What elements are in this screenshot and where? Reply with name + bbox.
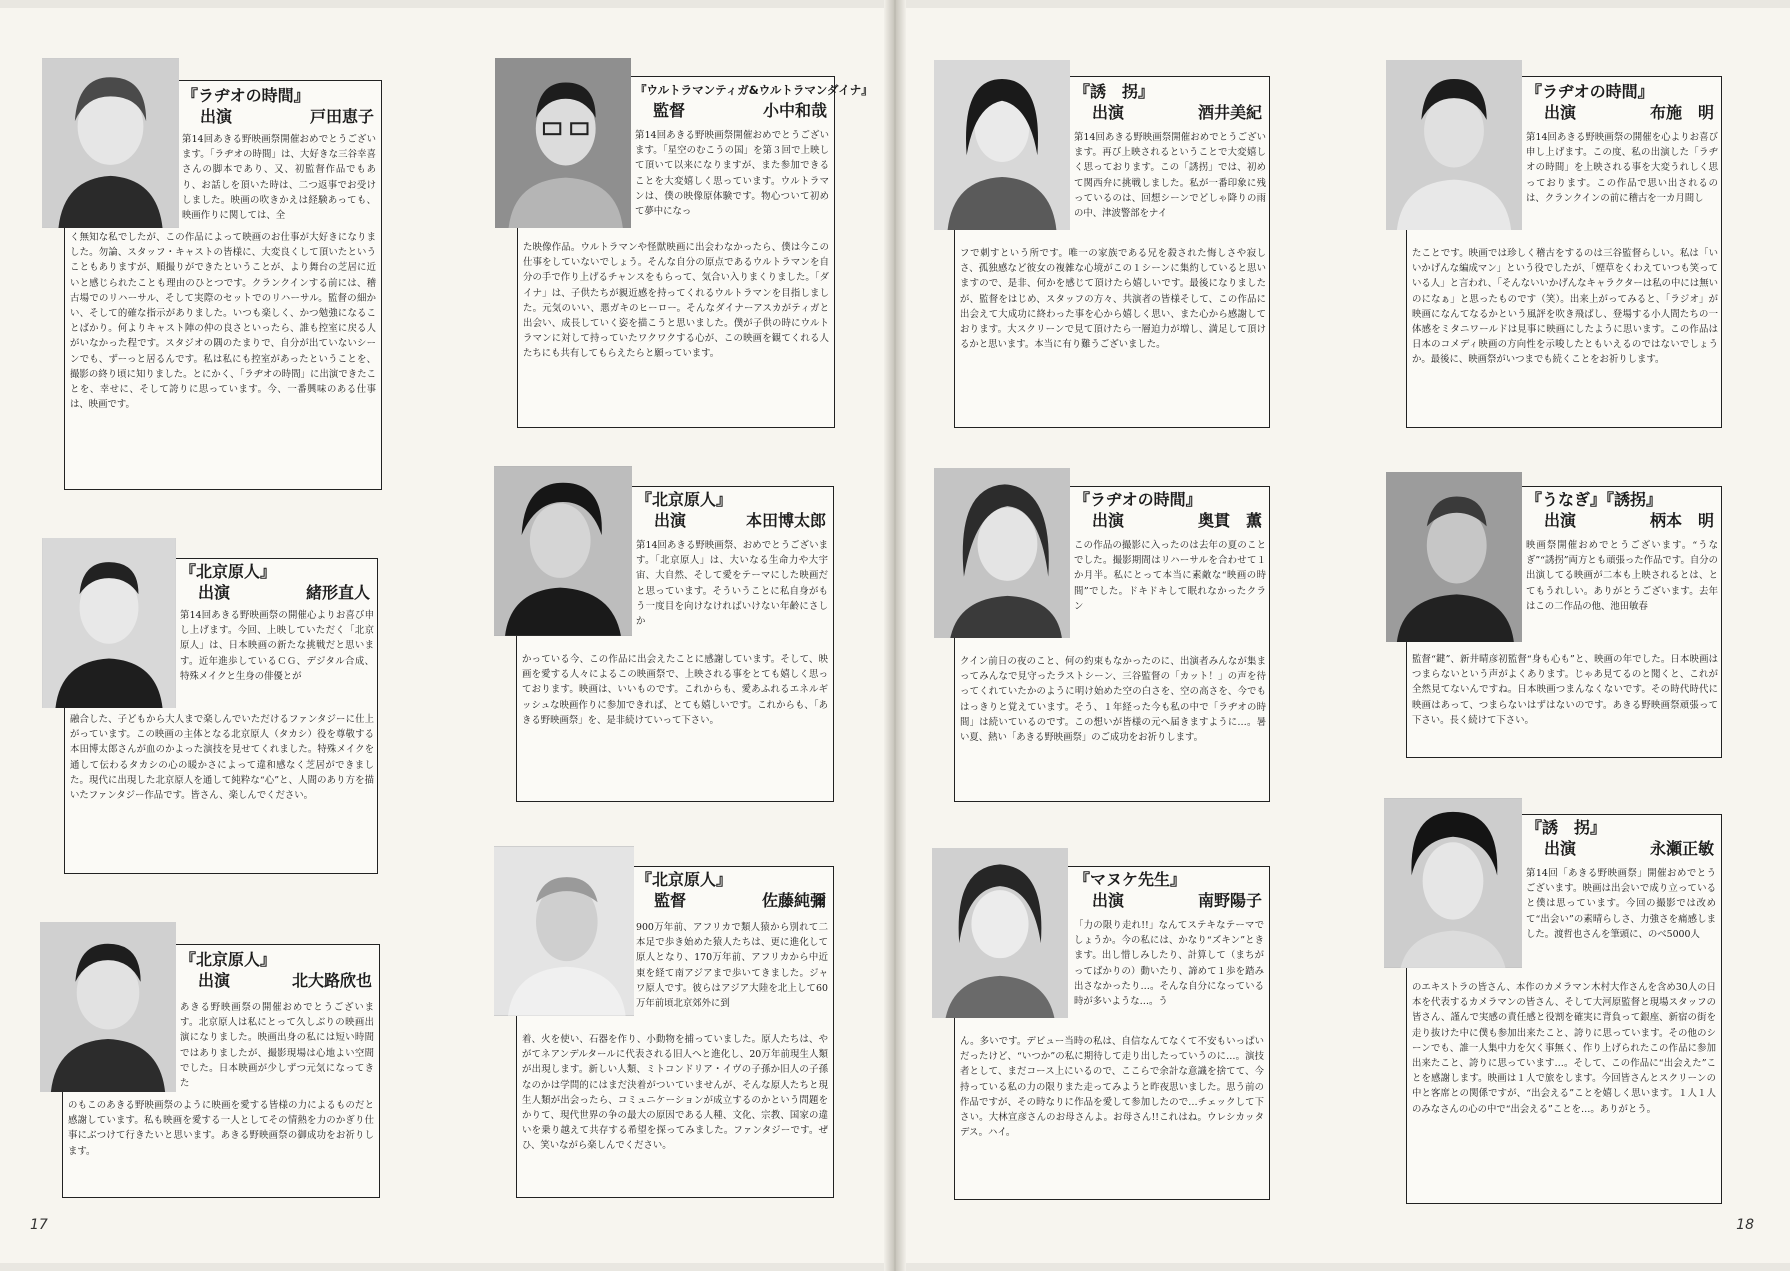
portrait-photo: [495, 58, 631, 228]
film-title: 『誘 拐』: [1526, 818, 1607, 837]
credit-role: 監督: [654, 891, 687, 910]
message-card-emoto: [1386, 472, 1722, 758]
message-card-nagase: [1384, 798, 1722, 1204]
message-text-bottom: ん。多いです。デビュー当時の私は、自信なんてなくて不安もいっぱいだったけど、“いつか”の私に期待して走り出したっていうのに…。演技者として、まだコース上にいるので、ここらで余計な意識を捨てて、今持っている私の力の限りまた走ってみようと昨夜思いました。思う前の作品ですが、その時なりに作品を愛して参加したので…チェックして下さい。大林宣彦さんのお母さんよ。お母さん!!これはね。ウレシカッタデス。ハイ。: [960, 1036, 1264, 1139]
message-text-top: 「力の限り走れ!!」なんてステキなテーマでしょうか。今の私には、かなり“ズキン”ときます。出し惜しみしたり、計算して（まちがってばかりの）動いたり、諦めて１歩を踏み出さなかったり…。そんな自分になっている時が多いような…。う: [1074, 920, 1264, 1008]
card-header: [180, 562, 376, 604]
credit-line: [1074, 890, 1268, 912]
message-card-sakai: [934, 60, 1270, 428]
credit-name: 柄本 明: [1649, 511, 1714, 530]
film-title: 『ラヂオの時間』: [1074, 490, 1202, 509]
portrait-photo: [40, 922, 176, 1092]
credit-name: 戸田恵子: [309, 107, 374, 126]
credit-role: 出演: [200, 107, 233, 126]
credit-name: 南野陽子: [1197, 891, 1262, 910]
film-title: 『ラヂオの時間』: [182, 86, 310, 105]
message-card-sato: [494, 846, 834, 1198]
credit-name: 緒形直人: [305, 583, 370, 602]
credit-role: 出演: [1092, 891, 1125, 910]
message-text-top: 映画祭開催おめでとうございます。“うなぎ”“誘拐”両方とも頑張った作品です。自分の出演してる映画が二本も上映されるとは、とてもうれしい。ありがとうございます。去年はこの二作品の他、池田敏春: [1526, 540, 1718, 612]
credit-line: [1526, 510, 1720, 532]
credit-line: [1526, 838, 1720, 860]
message-text-bottom: た映像作品。ウルトラマンや怪獣映画に出会わなかったら、僕は今この仕事をしていないでしょう。そんな自分の原点であるウルトラマンを自分の手で作り上げるチャンスをもらって、気合い入りまくりました。「ダイナ」は、子供たちが親近感を持ってくれるウルトラマンを目指しました。元気のいい、悪ガキのヒーロー。そんなダイナーアスカがティガと出会い、成長していく姿を描こうと思いました。僕が子供の時にウルトラマンに対して持っていたワクワクする心が、この映画を観てくれる人たちにも共有してもらえたらと願っています。: [523, 242, 829, 360]
card-header: [1526, 490, 1720, 532]
card-header: [180, 950, 378, 992]
message-text-bottom: く無知な私でしたが、この作品によって映画のお仕事が大好きになりました。勿論、スタッフ・キャストの皆様に、大変良くして頂いたということもありますが、順撮りができたということが、より舞台の芝居に近いと感じられたことも理由のひとつです。クランクインする前には、稽古場でのリハーサル、そして実際のセットでのリハーサル。監督の細かい、そして的確な指示がありました。いつも楽しく、かつ勉強になることばかり。何よりキャスト陣の仲の良さといったら、誰も控室に戻る人がいなかった程です。スタジオの隅のたまりで、自分が出ていないシーンでも、ずーっと居るんです。私は私にも控室があったということを、撮影の終り頃に知りました。とにかく、「ラヂオの時間」に出演できたことを、幸せに、そして誇りに思っています。今、一番興味のある仕事は、映画です。: [70, 232, 376, 411]
credit-role: 出演: [1544, 839, 1577, 858]
message-text-bottom: 着、火を使い、石器を作り、小動物を捕っていました。原人たちは、やがてネアンデルタールに代表される旧人へと進化し、20万年前現生人類が出現します。新しい人類、ミトコンドリア・イヴの子孫か旧人の子孫なのかは学問的にはまだ決着がついていませんが、そんな原人たちと現生人類が出会ったら、コミュニケーションが成立するのかという問題をかりて、現代世界の争の最大の原因である人種、文化、宗教、国家の違いを乗り越えて共存する希望を探ってみました。ファンタジーです。ぜひ、笑いながら楽しんでください。: [522, 1034, 828, 1152]
message-card-ogata: [42, 538, 378, 874]
message-text-top: 第14回あきる野映画祭開催おめでとうございます。「星空のむこうの国」を第３回で上映して頂いて以来になりますが、また参加できることを大変嬉しく思っています。ウルトラマンは、僕の映像原体験です。物心ついて初めて夢中になっ: [635, 130, 829, 218]
credit-line: [182, 106, 380, 128]
portrait-photo: [494, 846, 634, 1016]
message-text-top: あきる野映画祭の開催おめでとうございます。北京原人は私にとって久しぶりの映画出演になりました。映画出身の私には短い時間ではありましたが、撮影現場は心地よい空間でした。日本映画が少しずつ元気になってきた: [180, 1002, 374, 1090]
portrait-photo: [42, 58, 179, 228]
message-card-kitaoji: [40, 922, 380, 1198]
message-text-top: 第14回あきる野映画祭開催おめでとうございます。再び上映されるということで大変嬉しく思っております。この「誘拐」では、初めて関西弁に挑戦しました。私が一番印象に残っているのは、回想シーンでどしゃ降りの雨の中、津波警部をナイ: [1074, 132, 1266, 220]
credit-role: 出演: [1544, 103, 1577, 122]
credit-line: [180, 970, 378, 992]
credit-name: 永瀬正敏: [1649, 839, 1714, 858]
credit-name: 北大路欣也: [291, 971, 372, 990]
message-text-top: 第14回あきる野映画祭、おめでとうございます。「北京原人」は、大いなる生命力や大宇宙、大自然、そして愛をテーマにした映画だと思っています。そういうことに私自身がもう一度目を向けなければいけない年齢にさしか: [636, 540, 828, 628]
message-text-bottom: のエキストラの皆さん、本作のカメラマン木村大作さんを含め30人の日本を代表するカメラマンの皆さん、そして大河原監督と現場スタッフの皆さん、謹んで実感の責任感と役割を確実に背負って銀座、新宿の街を走り抜けた中に僕も参加出来たこと、誇りに思っています。その他のシーンでも、誰一人集中力を欠く事無く、作り上げられたこの作品に参加出来たこと、誇りに思っています…。そして、この作品に“出会えた”ことを感謝します。映画は１人で旅をします。今回皆さんとスクリーンの中と客席との関係ですが、“出会える”ことを嬉しく思います。１人１人のみなさんの心の中で“出会える”ことを…。ありがとう。: [1412, 982, 1716, 1115]
credit-role: 出演: [198, 583, 231, 602]
message-text-bottom: 監督“鍵”、新井晴彦初監督“身も心も”と、映画の年でした。日本映画はつまらないという声がよくあります。じゃあ見てるのと聞くと、これが全然見てないんですね。日本映画つまんなくないです。その時代時代に映画はあって、つまらないはずはないのです。あきる野映画祭頑張って下さい。長く続けて下さい。: [1412, 654, 1718, 726]
message-card-okunuki: [934, 468, 1270, 802]
message-card-konaka: [495, 58, 873, 428]
credit-name: 酒井美紀: [1197, 103, 1262, 122]
portrait-photo: [42, 538, 176, 708]
message-text-top: 第14回「あきる野映画祭」開催おめでとうございます。映画は出会いで成り立っていると僕は思っています。今回の撮影では改めて“出会い”の素晴らしさ、力強さを痛感しました。渡哲也さんを筆頭に、のべ5000人: [1526, 868, 1716, 940]
credit-name: 小中和哉: [762, 101, 827, 120]
message-text-top: 第14回あきる野映画祭の開催心よりお喜び申し上げます。今回、上映していただく「北京原人」は、日本映画の新たな挑戦だと思います。近年進歩しているＣＧ、デジタル合成、特殊メイクと生身の俳優とが: [180, 610, 374, 682]
film-title: 『うなぎ』『誘拐』: [1526, 490, 1663, 509]
card-header: [636, 490, 832, 532]
credit-line: [180, 582, 376, 604]
page-number-right: 18: [1736, 1217, 1754, 1233]
message-text-top: 900万年前、アフリカで類人猿から別れて二本足で歩き始めた猿人たちは、更に進化して原人となり、170万年前、アフリカから中近東を経て南アジアまで歩いてきました。ジャワ原人です。彼らはアジア大陸を北上して60万年前頃北京郊外に到: [636, 922, 828, 1010]
card-header: [1074, 82, 1268, 124]
portrait-photo: [1386, 60, 1522, 230]
credit-role: 出演: [1092, 511, 1125, 530]
film-title: 『北京原人』: [636, 490, 733, 509]
message-text-top: 第14回あきる野映画祭の開催を心よりお喜び申し上げます。この度、私の出演した「ラヂオの時間」を上映される事を大変うれしく思っております。この作品で思い出されるのは、クランクインの前に稽古を一カ月間し: [1526, 132, 1718, 204]
credit-line: [635, 100, 833, 122]
message-text-bottom: フで刺すという所です。唯一の家族である兄を殺された悔しさや寂しさ、孤独感など彼女の複雑な心境がこの１シーンに集約していると思いますので、是非、何かを感じて頂けたら嬉しいです。最後になりましたが、監督をはじめ、スタッフの方々、共演者の皆様そして、この作品に出会えて大成功に終わった事を心から嬉しく思い、また心から感謝しております。大スクリーンで見て頂けたら一層迫力が増し、満足して頂けるかと思います。本当に有り難うございました。: [960, 248, 1266, 351]
credit-role: 出演: [1092, 103, 1125, 122]
credit-line: [636, 890, 832, 912]
message-text-bottom: かっている今、この作品に出会えたことに感謝しています。そして、映画を愛する人々によるこの映画祭で、上映される事をとても嬉しく思っております。映画は、いいものです。これからも、愛あふれるエネルギッシュな映画作りに参加できれば、とても嬉しいです。これからも、「あきる野映画祭」を、是非続けていって下さい。: [522, 654, 828, 726]
card-header: [636, 870, 832, 912]
credit-role: 出演: [654, 511, 687, 530]
message-text-top: 第14回あきる野映画祭開催おめでとうございます。「ラヂオの時間」は、大好きな三谷幸喜さんの脚本であり、又、初監督作品でもあり、お話しを頂いた時は、二つ返事でお受けしました。映画の吹きかえは経験あっても、映画作りに関しては、全: [182, 134, 376, 222]
film-title: 『北京原人』: [636, 870, 733, 889]
credit-line: [1074, 102, 1268, 124]
film-title: 『マヌケ先生』: [1074, 870, 1187, 889]
portrait-photo: [1386, 472, 1522, 642]
message-text-bottom: 融合した、子どもから大人まで楽しんでいただけるファンタジーに仕上がっています。この映画の主体となる北京原人（タカシ）役を尊敬する本田博太郎さんが血のかよった演技を見せてくれました。特殊メイクを通して伝わるタカシの心の暖かさによって違和感なく芝居ができました。現代に出現した北京原人を通して純粋な“心”と、人間のあり方を描いたファンタジー作品です。皆さん、楽しんでください。: [70, 714, 374, 802]
portrait-photo: [932, 848, 1068, 1018]
card-header: [1526, 818, 1720, 860]
portrait-photo: [494, 466, 632, 636]
card-header: [1074, 490, 1268, 532]
message-card-fuse: [1386, 60, 1722, 428]
credit-line: [1074, 510, 1268, 532]
credit-role: 出演: [1544, 511, 1577, 530]
film-title: 『北京原人』: [180, 562, 277, 581]
message-card-toda: [42, 58, 382, 490]
book-gutter: [884, 0, 906, 1271]
page-number-left: 17: [30, 1217, 48, 1233]
message-card-honda: [494, 466, 834, 802]
message-text-top: この作品の撮影に入ったのは去年の夏のことでした。撮影期間はリハーサルを合わせて１か月半。私にとって本当に素敵な“映画の時間”でした。ドキドキして眠れなかったクラン: [1074, 540, 1266, 612]
credit-name: 佐藤純彌: [761, 891, 826, 910]
card-header: [182, 86, 380, 128]
film-title: 『ラヂオの時間』: [1526, 82, 1654, 101]
portrait-photo: [1384, 798, 1522, 968]
portrait-photo: [934, 468, 1070, 638]
card-header: [1074, 870, 1268, 912]
message-text-bottom: クイン前日の夜のこと、何の約束もなかったのに、出演者みんなが集まってみんなで見守ったラストシーン、三谷監督の「カット！」の声を待ってくれていたかのように明け始めた空の白さを、空の高さを、今でもはっきりと覚えています。そう、１年経った今も私の中で「ラヂオの時間」は続いているのです。この想いが皆様の元へ届きますように…。暑い夏、熱い「あきる野映画祭」のご成功をお祈りします。: [960, 656, 1266, 744]
film-title: 『北京原人』: [180, 950, 277, 969]
film-title: 『ウルトラマンティガ&ウルトラマンダイナ』: [635, 83, 873, 97]
message-text-bottom: のもこのあきる野映画祭のように映画を愛する皆様の力によるものだと感謝しています。私も映画を愛する一人としてその情熱を力のかぎり仕事にぶつけて行きたいと思います。あきる野映画祭の御成功をお祈りします。: [68, 1100, 374, 1157]
credit-name: 本田博太郎: [745, 511, 826, 530]
credit-role: 出演: [198, 971, 231, 990]
message-card-minamino: [932, 848, 1270, 1200]
card-header: [1526, 82, 1720, 124]
credit-role: 監督: [653, 101, 686, 120]
credit-name: 奥貫 薫: [1197, 511, 1262, 530]
credit-line: [636, 510, 832, 532]
credit-line: [1526, 102, 1720, 124]
credit-name: 布施 明: [1649, 103, 1714, 122]
message-text-bottom: たことです。映画では珍しく稽古をするのは三谷監督らしい。私は「いいかげんな編成マン」という役でしたが、「煙草をくわえていつも笑っている人」と言われ、「そんないいかげんなキャラクターは私の中には無いのになぁ」と思ったものです（笑）。出来上がってみると、「ラジオ」が映画になんてなるかという風評を吹き飛ばし、登場する小人間たちの一体感をミタニワールドは見事に映画にしたように思います。この作品は日本のコメディ映画の方向性を示唆したともいえるのではないでしょうか。最後に、映画祭がいつまでも続くことをお祈りします。: [1412, 248, 1718, 366]
portrait-photo: [934, 60, 1070, 230]
card-header: [635, 80, 873, 122]
film-title: 『誘 拐』: [1074, 82, 1155, 101]
